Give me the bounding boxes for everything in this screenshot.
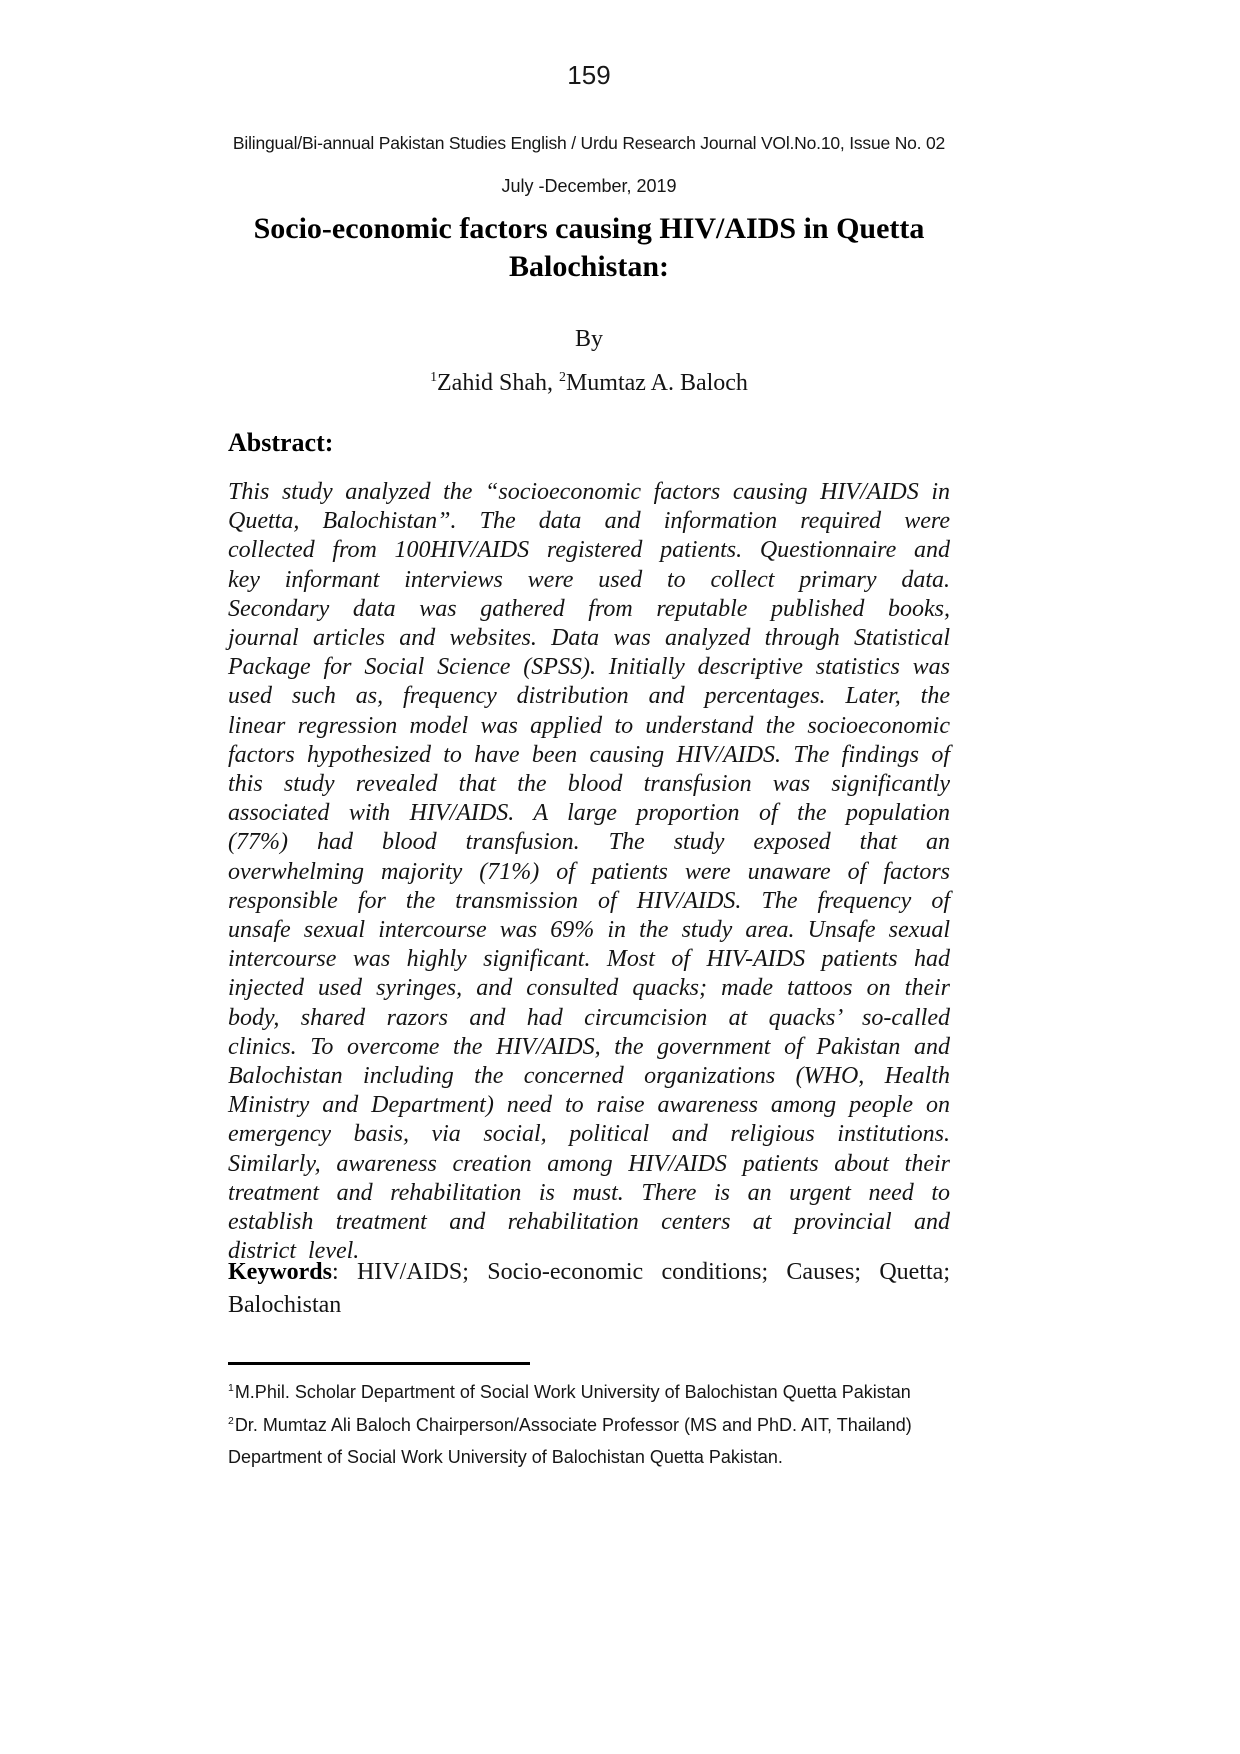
author-2-footnote-marker: 2 [559, 370, 566, 385]
issue-date-line: July -December, 2019 [501, 176, 677, 196]
footnote-1 [228, 1376, 950, 1409]
footnote-1-text: M.Phil. Scholar Department of Social Work University of Balochistan Quetta Pakistan [234, 1382, 911, 1402]
journal-header-line: Bilingual/Bi-annual Pakistan Studies English / Urdu Research Journal VOl.No.10, Issue No. 02 [232, 133, 946, 153]
footnote-separator-rule [228, 1362, 530, 1365]
footnote-2-text: Dr. Mumtaz Ali Baloch Chairperson/Associate Professor (MS and PhD. AIT, Thailand) Department of Social Work University of Balochistan Quetta Pakistan. [228, 1414, 912, 1467]
keywords-line [228, 1256, 950, 1322]
abstract-paragraph: This study analyzed the “socioeconomic factors causing HIV/AIDS in Quetta, Balochistan”. The data and information required were collected from 100HIV/AIDS registered patients. Questionnaire and key informant interviews were used to collect primary data. Secondary data was gathered from reputable published books, journal articles and websites. Data was analyzed through Statistical Package for Social Science (SPSS). Initially descriptive statistics was used such as, frequency distribution and percentages. Later, the linear regression model was applied to understand the socioeconomic factors hypothesized to have been causing HIV/AIDS. The findings of this study revealed that the blood transfusion was significantly associated with HIV/AIDS. A large proportion of the population (77%) had blood transfusion. The study exposed that an overwhelming majority (71%) of patients were unaware of factors responsible for the transmission of HIV/AIDS. The frequency of unsafe sexual intercourse was 69% in the study area. Unsafe sexual intercourse was highly significant. Most of HIV-AIDS patients had injected used syringes, and consulted quacks; made tattoos on their body, shared razors and had circumcision at quacks’ so-called clinics. To overcome the HIV/AIDS, the government of Pakistan and Balochistan including the concerned organizations (WHO, Health Ministry and Department) need to raise awareness among people on emergency basis, via social, political and religious institutions. Similarly, awareness creation among HIV/AIDS patients about their treatment and rehabilitation is must. There is an urgent need to establish treatment and rehabilitation centers at provincial and district level. [228, 479, 950, 1265]
footnote-2 [228, 1409, 950, 1474]
footnote-2-marker: 2 [228, 1415, 234, 1427]
footnote-1-marker: 1 [228, 1383, 234, 1394]
byline: By [574, 326, 603, 352]
keywords-label: Keywords [228, 1259, 332, 1285]
author-1-name: Zahid Shah, [437, 370, 559, 396]
abstract-heading: Abstract: [228, 428, 334, 457]
footnotes-block [228, 1376, 950, 1474]
article-title: Socio-economic factors causing HIV/AIDS in Quetta Balochistan: [253, 212, 925, 283]
author-2-name: Mumtaz A. Baloch [565, 370, 748, 396]
author-1-footnote-marker: 1 [430, 370, 438, 385]
page-number: 159 [567, 60, 611, 90]
keywords-text: : HIV/AIDS; Socio-economic conditions; Causes; Quetta; Balochistan [228, 1259, 950, 1318]
authors-line [228, 370, 950, 397]
